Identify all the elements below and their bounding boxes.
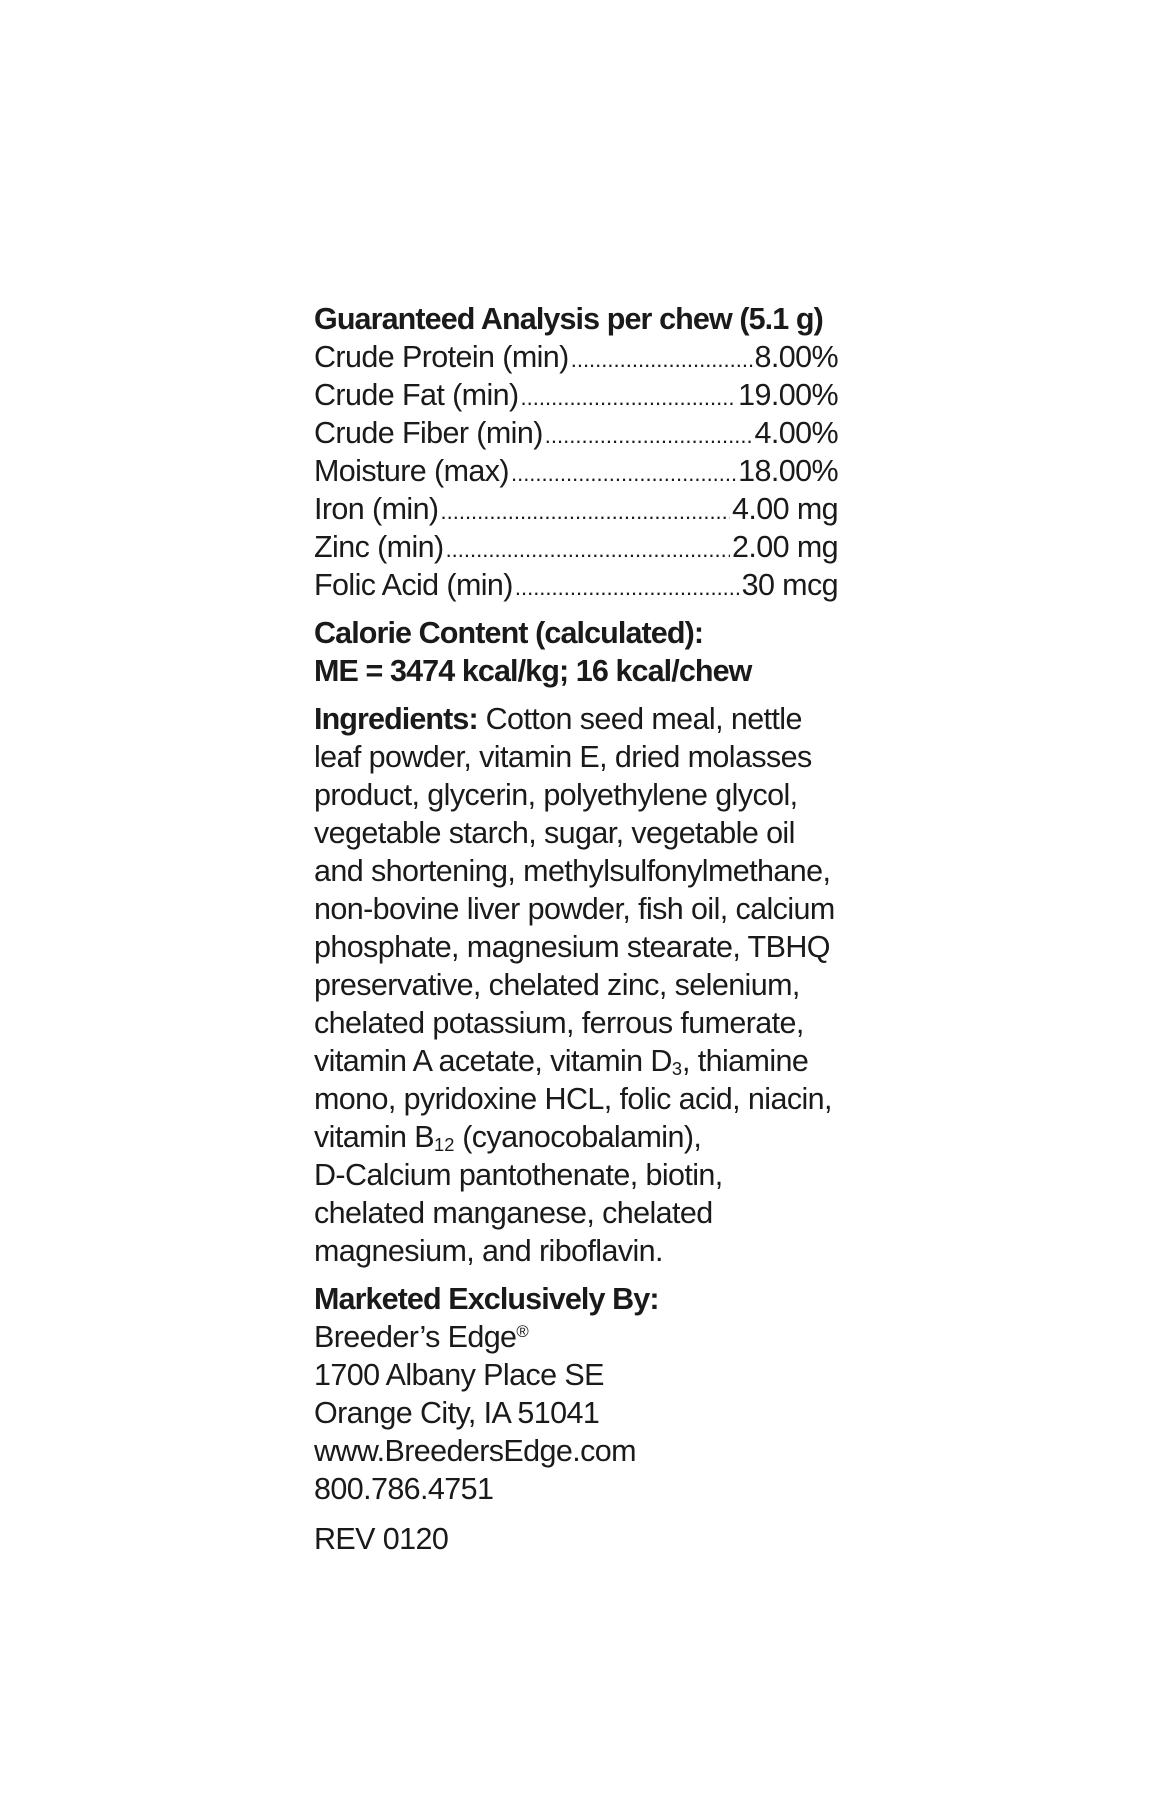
dot-leader	[446, 531, 730, 569]
analysis-value: 4.00 mg	[731, 492, 838, 526]
marketer-brand-line	[314, 1318, 874, 1356]
ingredients-line	[314, 1118, 874, 1156]
ingredients-text: Cotton seed meal, nettle	[477, 702, 802, 736]
analysis-name: Folic Acid (min)	[314, 568, 513, 602]
analysis-row-crude-fat	[314, 376, 838, 414]
ingredients-line: mono, pyridoxine HCL, folic acid, niacin,	[314, 1082, 832, 1116]
ingredients-line: product, glycerin, polyethylene glycol,	[314, 778, 798, 812]
vitamin-d-subscript: 3	[671, 1058, 683, 1079]
marketer-section	[314, 1280, 874, 1508]
analysis-value: 4.00%	[754, 416, 838, 450]
dot-leader	[441, 493, 730, 531]
guaranteed-analysis-table	[314, 338, 874, 604]
ingredients-line: non-bovine liver powder, fish oil, calcium	[314, 892, 835, 926]
analysis-row-iron	[314, 490, 838, 528]
calorie-content-value: ME = 3474 kcal/kg; 16 kcal/chew	[314, 654, 752, 688]
analysis-name: Moisture (max)	[314, 454, 509, 488]
ingredients-line	[314, 700, 874, 738]
marketer-heading: Marketed Exclusively By:	[314, 1282, 659, 1316]
ingredients-text: , thiamine	[682, 1044, 809, 1078]
analysis-name: Crude Protein (min)	[314, 340, 569, 374]
marketer-brand: Breeder’s Edge	[314, 1320, 517, 1354]
ingredients-section	[314, 700, 874, 1270]
registered-mark: ®	[516, 1322, 529, 1341]
product-label-panel	[314, 300, 874, 1558]
analysis-name: Iron (min)	[314, 492, 439, 526]
dot-leader	[571, 341, 753, 379]
analysis-row-folic-acid	[314, 566, 838, 604]
calorie-content-section	[314, 614, 874, 690]
revision-code: REV 0120	[314, 1522, 449, 1556]
dot-leader	[515, 569, 740, 607]
analysis-row-zinc	[314, 528, 838, 566]
analysis-name: Crude Fat (min)	[314, 378, 519, 412]
marketer-address-line-2: Orange City, IA 51041	[314, 1396, 600, 1430]
ingredients-line: preservative, chelated zinc, selenium,	[314, 968, 800, 1002]
analysis-value: 2.00 mg	[731, 530, 838, 564]
marketer-phone: 800.786.4751	[314, 1472, 494, 1506]
analysis-name: Crude Fiber (min)	[314, 416, 543, 450]
analysis-value: 19.00%	[738, 378, 838, 412]
dot-leader	[511, 455, 736, 493]
ingredients-text: vitamin A acetate, vitamin D	[314, 1044, 672, 1078]
ingredients-line: and shortening, methylsulfonylmethane,	[314, 854, 831, 888]
ingredients-line: chelated potassium, ferrous fumerate,	[314, 1006, 804, 1040]
dot-leader	[521, 379, 737, 417]
analysis-name: Zinc (min)	[314, 530, 444, 564]
analysis-row-moisture	[314, 452, 838, 490]
analysis-row-crude-protein	[314, 338, 838, 376]
ingredients-text: vitamin B	[314, 1120, 435, 1154]
ingredients-line: phosphate, magnesium stearate, TBHQ	[314, 930, 830, 964]
calorie-content-heading: Calorie Content (calculated):	[314, 616, 704, 650]
ingredients-line: leaf powder, vitamin E, dried molasses	[314, 740, 812, 774]
ingredients-line	[314, 1042, 874, 1080]
ingredients-line: vegetable starch, sugar, vegetable oil	[314, 816, 795, 850]
ingredients-line: D-Calcium pantothenate, biotin,	[314, 1158, 723, 1192]
analysis-row-crude-fiber	[314, 414, 838, 452]
guaranteed-analysis-heading: Guaranteed Analysis per chew (5.1 g)	[314, 302, 823, 336]
ingredients-line: magnesium, and riboflavin.	[314, 1234, 663, 1268]
dot-leader	[545, 417, 753, 455]
ingredients-heading: Ingredients:	[314, 702, 478, 736]
marketer-address-line-1: 1700 Albany Place SE	[314, 1358, 604, 1392]
ingredients-line: chelated manganese, chelated	[314, 1196, 713, 1230]
ingredients-text: (cyanocobalamin),	[454, 1120, 702, 1154]
analysis-value: 30 mcg	[741, 568, 838, 602]
analysis-value: 8.00%	[754, 340, 838, 374]
vitamin-b-subscript: 12	[434, 1134, 455, 1155]
analysis-value: 18.00%	[738, 454, 838, 488]
marketer-website: www.BreedersEdge.com	[314, 1434, 636, 1468]
